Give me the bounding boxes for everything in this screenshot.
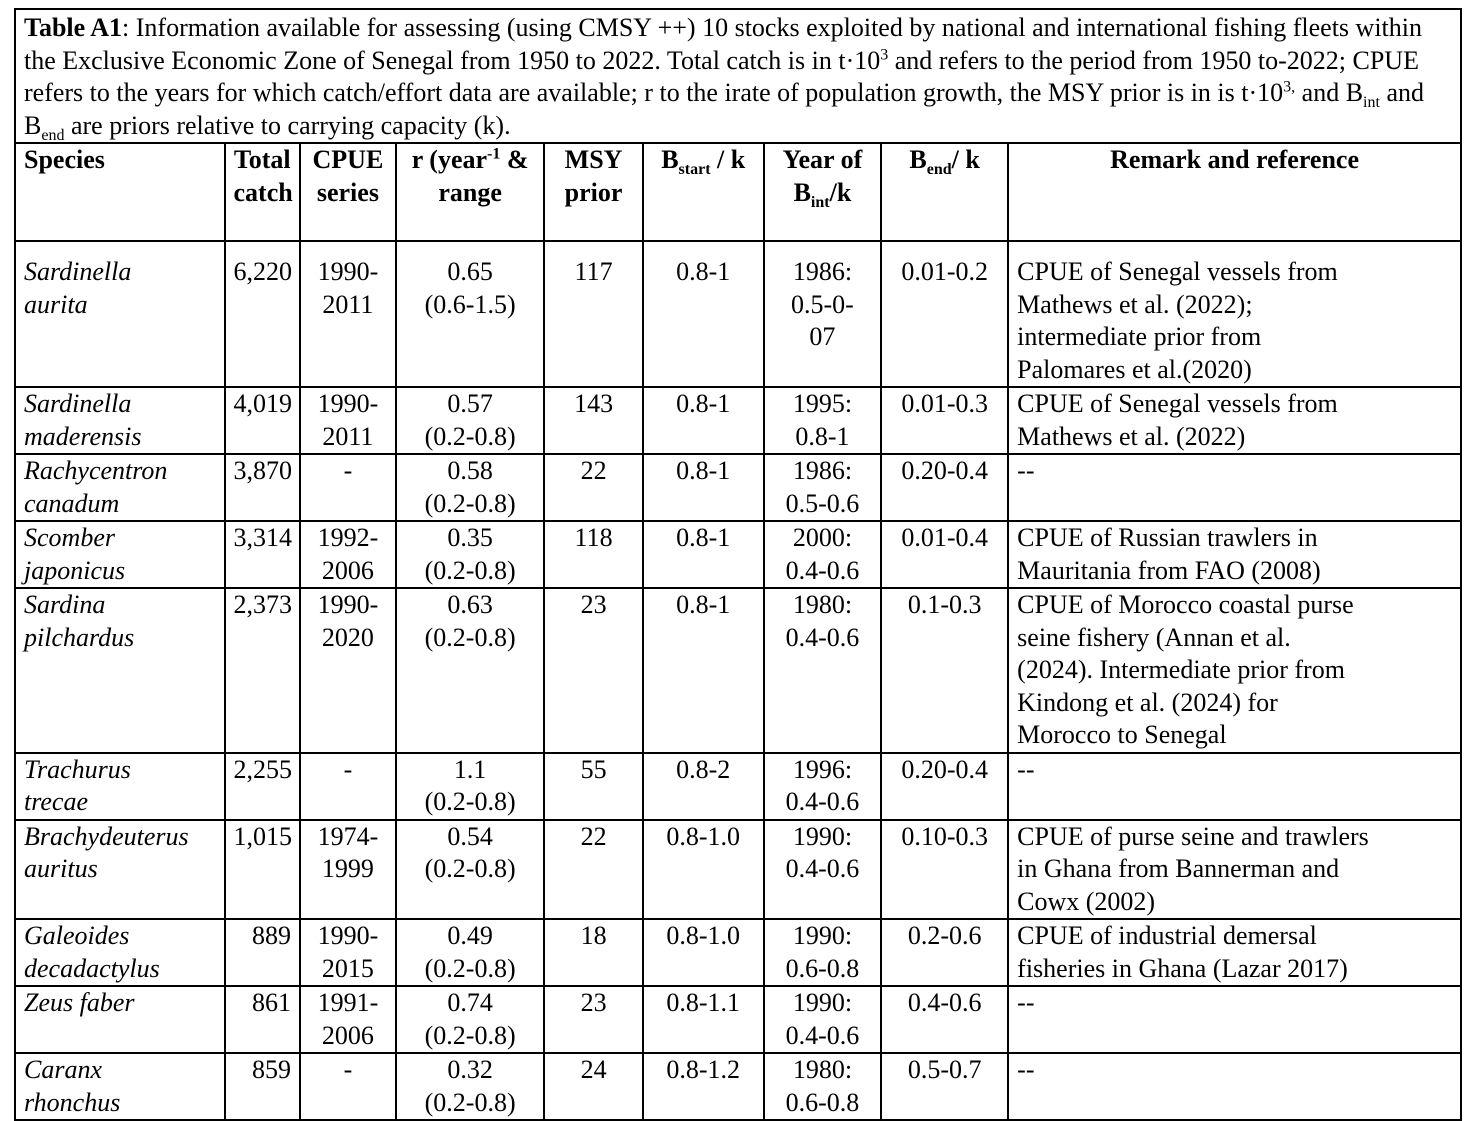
year-cell	[764, 387, 881, 454]
year-cell	[764, 820, 881, 920]
remark-cell	[1008, 588, 1460, 753]
bstart-cell	[643, 820, 764, 920]
total-catch-cell-text: 861	[251, 988, 291, 1017]
species-cell-line: japonicus	[24, 555, 126, 585]
remark-cell-line: CPUE of Russian trawlers in	[1017, 523, 1318, 552]
year-cell-line: 1986:	[792, 456, 853, 485]
species-cell-line: canadum	[24, 488, 120, 518]
remark-cell-line: Mauritania from FAO (2008)	[1017, 555, 1321, 585]
r-cell-line: 0.74	[447, 988, 493, 1017]
bstart-cell-text: 0.8-1	[676, 456, 731, 485]
r-cell-line: (0.2-0.8)	[424, 787, 516, 816]
header-total-catch: Total catch	[225, 144, 300, 241]
total-catch-cell-text: 1,015	[233, 821, 292, 851]
year-cell-line: 07	[809, 322, 836, 351]
year-cell-line: 1986:	[792, 257, 853, 286]
bend-cell	[881, 588, 1008, 753]
remark-cell-line: CPUE of purse seine and trawlers	[1017, 821, 1369, 851]
species-cell-line: rhonchus	[24, 1087, 121, 1117]
year-cell-line: 0.6-0.8	[785, 1087, 860, 1117]
species-cell-line: pilchardus	[24, 622, 135, 652]
species-cell-line: Zeus faber	[24, 988, 135, 1017]
year-cell-line: 1995:	[792, 389, 853, 418]
caption-text-1: : Information available for assessing (using CMSY ++) 10 stocks exploited by national and international fishing fleets within the Exclusive Economic Zone of Senegal from 1950 to 2022. Total catch is in t·10	[24, 13, 1422, 75]
year-cell-line: 0.4-0.6	[785, 622, 860, 652]
total-catch-cell	[225, 919, 300, 986]
bstart-cell	[643, 521, 764, 588]
msy-cell	[544, 1053, 642, 1119]
caption-sup-1: 3	[880, 45, 889, 63]
year-cell	[764, 986, 881, 1053]
total-catch-cell	[225, 241, 300, 387]
species-cell-line: Trachurus	[24, 754, 131, 784]
remark-cell	[1008, 1053, 1460, 1119]
bstart-cell-text: 0.8-1	[676, 523, 731, 552]
cpue-cell-line: 2011	[322, 289, 374, 319]
bend-cell-text: 0.20-0.4	[901, 754, 988, 784]
cpue-cell-line: 2006	[321, 555, 374, 585]
r-cell-line: (0.2-0.8)	[424, 854, 516, 883]
remark-cell	[1008, 820, 1460, 920]
r-cell-line: (0.2-0.8)	[424, 488, 516, 518]
bend-cell	[881, 986, 1008, 1053]
year-cell	[764, 1053, 881, 1119]
species-cell-line: maderensis	[24, 421, 142, 451]
cpue-cell-line: -	[343, 1055, 353, 1084]
remark-cell-line: --	[1017, 754, 1035, 784]
table-row	[16, 820, 1460, 920]
year-cell	[764, 521, 881, 588]
year-cell-line: 2000:	[792, 523, 853, 552]
remark-cell-line: --	[1017, 988, 1035, 1017]
r-cell-line: 1.1	[453, 754, 487, 784]
cpue-cell-line: 1992-	[317, 523, 379, 552]
msy-cell-text: 117	[574, 257, 613, 286]
caption-text-4: and B	[24, 78, 1424, 140]
bstart-cell	[643, 241, 764, 387]
total-catch-cell	[225, 454, 300, 521]
cpue-cell	[300, 521, 396, 588]
cpue-cell-line: 2020	[321, 622, 374, 652]
caption-text-2: and refers to the period from 1950 to-2022; CPUE refers to the years for which catch/effort data are available; r to the irate of population growth, the MSY prior is in is t·10	[24, 45, 1419, 107]
remark-cell-line: (2024). Intermediate prior from	[1017, 655, 1345, 684]
cpue-cell-line: 2006	[321, 1020, 374, 1050]
table-row	[16, 521, 1460, 588]
r-cell	[396, 387, 545, 454]
total-catch-cell-text: 2,255	[233, 754, 292, 784]
cpue-cell-line: 1991-	[317, 988, 379, 1017]
remark-cell-line: CPUE of Senegal vessels from	[1017, 257, 1338, 286]
msy-cell	[544, 820, 642, 920]
msy-cell-text: 55	[580, 754, 607, 784]
table-caption	[16, 10, 1460, 144]
header-bstart: $B_{start}$ / k	[643, 144, 764, 241]
species-cell	[16, 820, 225, 920]
bstart-cell	[643, 986, 764, 1053]
year-cell-line: 1990:	[792, 988, 853, 1017]
year-cell-line: 0.4-0.6	[785, 1020, 860, 1050]
msy-cell-text: 22	[580, 821, 607, 851]
caption-text-5: are priors relative to carrying capacity (k).	[64, 110, 511, 140]
r-cell-line: 0.35	[447, 523, 493, 552]
caption-label: Table A1	[24, 13, 123, 42]
bend-cell-text: 0.4-0.6	[907, 988, 982, 1017]
r-cell	[396, 521, 545, 588]
total-catch-cell-text: 859	[251, 1055, 291, 1084]
msy-cell-text: 23	[580, 988, 607, 1017]
species-cell-line: Caranx	[24, 1055, 102, 1084]
species-cell-line: Sardina	[24, 590, 106, 619]
cpue-cell	[300, 387, 396, 454]
r-cell	[396, 1053, 545, 1119]
bend-cell-text: 0.01-0.3	[901, 389, 988, 418]
total-catch-cell-text: 3,870	[233, 456, 292, 485]
cpue-cell-line: 2011	[322, 421, 374, 451]
bstart-cell-text: 0.8-1.1	[666, 988, 741, 1017]
bstart-cell	[643, 454, 764, 521]
table-row	[16, 919, 1460, 986]
cpue-cell	[300, 454, 396, 521]
cpue-cell-line: 1990-	[317, 590, 379, 619]
total-catch-cell	[225, 986, 300, 1053]
remark-cell-line: Palomares et al.(2020)	[1017, 354, 1252, 384]
species-cell-line: Brachydeuterus	[24, 821, 189, 851]
bend-cell	[881, 1053, 1008, 1119]
year-cell-line: 0.4-0.6	[785, 854, 860, 883]
bstart-cell-text: 0.8-2	[676, 754, 731, 784]
total-catch-cell-text: 889	[251, 921, 291, 950]
species-cell-line: trecae	[24, 787, 88, 816]
remark-cell-line: intermediate prior from	[1017, 322, 1262, 351]
year-cell-line: 1990:	[792, 821, 853, 851]
msy-cell	[544, 454, 642, 521]
msy-cell	[544, 387, 642, 454]
species-cell	[16, 919, 225, 986]
r-cell-line: 0.54	[447, 821, 493, 851]
remark-cell	[1008, 753, 1460, 820]
year-cell-line: 0.8-1	[795, 421, 850, 451]
header-row	[16, 144, 1460, 241]
year-cell-line: 0.5-0.6	[785, 488, 860, 518]
bend-cell	[881, 820, 1008, 920]
msy-cell-text: 24	[580, 1055, 607, 1084]
bstart-cell-text: 0.8-1	[676, 389, 731, 418]
bend-cell-text: 0.5-0.7	[907, 1055, 982, 1084]
cpue-cell	[300, 241, 396, 387]
year-cell-line: 1990:	[792, 921, 853, 950]
species-cell	[16, 454, 225, 521]
remark-cell	[1008, 919, 1460, 986]
header-remark: Remark and reference	[1008, 144, 1460, 241]
cpue-cell	[300, 986, 396, 1053]
cpue-cell-line: 1999	[321, 854, 374, 883]
bend-cell	[881, 387, 1008, 454]
r-cell	[396, 753, 545, 820]
total-catch-cell-text: 6,220	[233, 257, 292, 286]
header-msy: MSY prior	[544, 144, 642, 241]
cpue-cell	[300, 919, 396, 986]
header-bend: $B_{end}/$ k	[881, 144, 1008, 241]
year-cell	[764, 919, 881, 986]
remark-cell-line: Mathews et al. (2022)	[1017, 421, 1246, 451]
bend-cell-text: 0.20-0.4	[901, 456, 988, 485]
r-cell-line: (0.2-0.8)	[424, 1087, 516, 1117]
species-cell-line: Sardinella	[24, 389, 132, 418]
msy-cell	[544, 521, 642, 588]
table-row	[16, 387, 1460, 454]
species-cell	[16, 753, 225, 820]
r-cell-line: 0.57	[447, 389, 493, 418]
table-row	[16, 1053, 1460, 1119]
species-cell	[16, 588, 225, 753]
msy-cell	[544, 986, 642, 1053]
r-cell	[396, 986, 545, 1053]
caption-sub-1: int	[1363, 94, 1380, 112]
remark-cell	[1008, 986, 1460, 1053]
table-row	[16, 454, 1460, 521]
total-catch-cell-text: 4,019	[233, 389, 292, 418]
year-cell	[764, 241, 881, 387]
species-cell-line: Rachycentron	[24, 456, 168, 485]
cpue-cell-line: -	[343, 754, 353, 784]
species-cell-line: Sardinella	[24, 257, 132, 286]
year-cell-line: 0.4-0.6	[785, 555, 860, 585]
r-cell-line: (0.2-0.8)	[424, 421, 516, 451]
bend-cell-text: 0.01-0.2	[901, 257, 988, 286]
total-catch-cell-text: 2,373	[233, 590, 292, 619]
msy-cell	[544, 919, 642, 986]
r-cell-line: 0.65	[447, 257, 493, 286]
bend-cell	[881, 241, 1008, 387]
cpue-cell	[300, 588, 396, 753]
table-row	[16, 588, 1460, 753]
table-row	[16, 986, 1460, 1053]
remark-cell-line: --	[1017, 456, 1035, 485]
species-cell-line: decadactylus	[24, 953, 160, 983]
remark-cell-line: fisheries in Ghana (Lazar 2017)	[1017, 953, 1348, 983]
bstart-cell-text: 0.8-1	[676, 257, 731, 286]
table-row	[16, 241, 1460, 387]
total-catch-cell-text: 3,314	[233, 523, 292, 552]
r-cell-line: 0.49	[447, 921, 493, 950]
remark-cell-line: --	[1017, 1055, 1035, 1084]
bend-cell-text: 0.01-0.4	[901, 523, 988, 552]
header-year: Year of $B_{int}/k$	[764, 144, 881, 241]
caption-sub-2: end	[41, 126, 65, 144]
cpue-cell-line: -	[343, 456, 353, 485]
remark-cell-line: Kindong et al. (2024) for	[1017, 687, 1278, 717]
table-document	[14, 8, 1462, 1121]
r-cell	[396, 820, 545, 920]
table-body	[16, 241, 1460, 1119]
year-cell-line: 0.5-0-	[791, 289, 854, 319]
bend-cell	[881, 454, 1008, 521]
bend-cell	[881, 521, 1008, 588]
remark-cell	[1008, 387, 1460, 454]
year-cell-line: 0.4-0.6	[785, 787, 860, 816]
bend-cell	[881, 753, 1008, 820]
msy-cell-text: 18	[580, 921, 607, 950]
bend-cell-text: 0.1-0.3	[907, 590, 982, 619]
species-cell	[16, 1053, 225, 1119]
msy-cell-text: 143	[574, 389, 614, 418]
year-cell-line: 1980:	[792, 590, 853, 619]
msy-cell-text: 23	[580, 590, 607, 619]
stock-table	[16, 144, 1460, 1119]
remark-cell	[1008, 454, 1460, 521]
bend-cell-text: 0.10-0.3	[901, 821, 988, 851]
total-catch-cell	[225, 521, 300, 588]
species-cell	[16, 521, 225, 588]
remark-cell-line: CPUE of Morocco coastal purse	[1017, 590, 1354, 619]
cpue-cell-line: 1990-	[317, 921, 379, 950]
bstart-cell	[643, 1053, 764, 1119]
remark-cell	[1008, 241, 1460, 387]
total-catch-cell	[225, 753, 300, 820]
header-cpue: CPUE series	[300, 144, 396, 241]
bstart-cell-text: 0.8-1.0	[666, 821, 741, 851]
cpue-cell	[300, 1053, 396, 1119]
species-cell-line: aurita	[24, 289, 88, 319]
r-cell-line: (0.2-0.8)	[424, 953, 516, 983]
bstart-cell	[643, 919, 764, 986]
year-cell	[764, 588, 881, 753]
remark-cell-line: in Ghana from Bannerman and	[1017, 854, 1340, 883]
species-cell-line: Scomber	[24, 523, 115, 552]
bstart-cell	[643, 387, 764, 454]
bend-cell	[881, 919, 1008, 986]
total-catch-cell	[225, 1053, 300, 1119]
table-row	[16, 753, 1460, 820]
remark-cell-line: seine fishery (Annan et al.	[1017, 622, 1291, 652]
year-cell	[764, 753, 881, 820]
remark-cell	[1008, 521, 1460, 588]
species-cell-line: Galeoides	[24, 921, 130, 950]
remark-cell-line: CPUE of Senegal vessels from	[1017, 389, 1338, 418]
bstart-cell-text: 0.8-1	[676, 590, 731, 619]
bstart-cell	[643, 588, 764, 753]
cpue-cell-line: 1974-	[317, 821, 379, 851]
cpue-cell-line: 2015	[321, 953, 374, 983]
caption-text-3: and B	[1295, 78, 1364, 107]
r-cell	[396, 454, 545, 521]
cpue-cell	[300, 753, 396, 820]
r-cell-line: (0.6-1.5)	[424, 289, 516, 319]
year-cell-line: 0.6-0.8	[785, 953, 860, 983]
species-cell	[16, 387, 225, 454]
r-cell-line: 0.58	[447, 456, 493, 485]
r-cell-line: (0.2-0.8)	[424, 622, 516, 652]
total-catch-cell	[225, 820, 300, 920]
species-cell	[16, 986, 225, 1053]
year-cell-line: 1996:	[792, 754, 853, 784]
bend-cell-text: 0.2-0.6	[907, 921, 982, 950]
msy-cell	[544, 588, 642, 753]
year-cell	[764, 454, 881, 521]
msy-cell-text: 22	[580, 456, 607, 485]
year-cell-line: 1980:	[792, 1055, 853, 1084]
remark-cell-line: Cowx (2002)	[1017, 886, 1156, 916]
msy-cell	[544, 241, 642, 387]
bstart-cell	[643, 753, 764, 820]
total-catch-cell	[225, 387, 300, 454]
remark-cell-line: Morocco to Senegal	[1017, 720, 1227, 749]
r-cell	[396, 919, 545, 986]
msy-cell	[544, 753, 642, 820]
cpue-cell-line: 1990-	[317, 257, 379, 286]
r-cell-line: 0.63	[447, 590, 493, 619]
total-catch-cell	[225, 588, 300, 753]
r-cell	[396, 588, 545, 753]
msy-cell-text: 118	[574, 523, 613, 552]
remark-cell-line: CPUE of industrial demersal	[1017, 921, 1317, 950]
species-cell-line: auritus	[24, 854, 98, 883]
r-cell-line: (0.2-0.8)	[424, 555, 516, 585]
caption-sup-2: 3,	[1283, 78, 1296, 96]
species-cell	[16, 241, 225, 387]
bstart-cell-text: 0.8-1.0	[666, 921, 741, 950]
r-cell-line: (0.2-0.8)	[424, 1020, 516, 1050]
cpue-cell	[300, 820, 396, 920]
header-r: r (year$^{-1}$ & range	[396, 144, 545, 241]
r-cell	[396, 241, 545, 387]
bstart-cell-text: 0.8-1.2	[666, 1055, 741, 1084]
cpue-cell-line: 1990-	[317, 389, 379, 418]
header-species: Species	[16, 144, 225, 241]
remark-cell-line: Mathews et al. (2022);	[1017, 289, 1253, 319]
r-cell-line: 0.32	[447, 1055, 493, 1084]
